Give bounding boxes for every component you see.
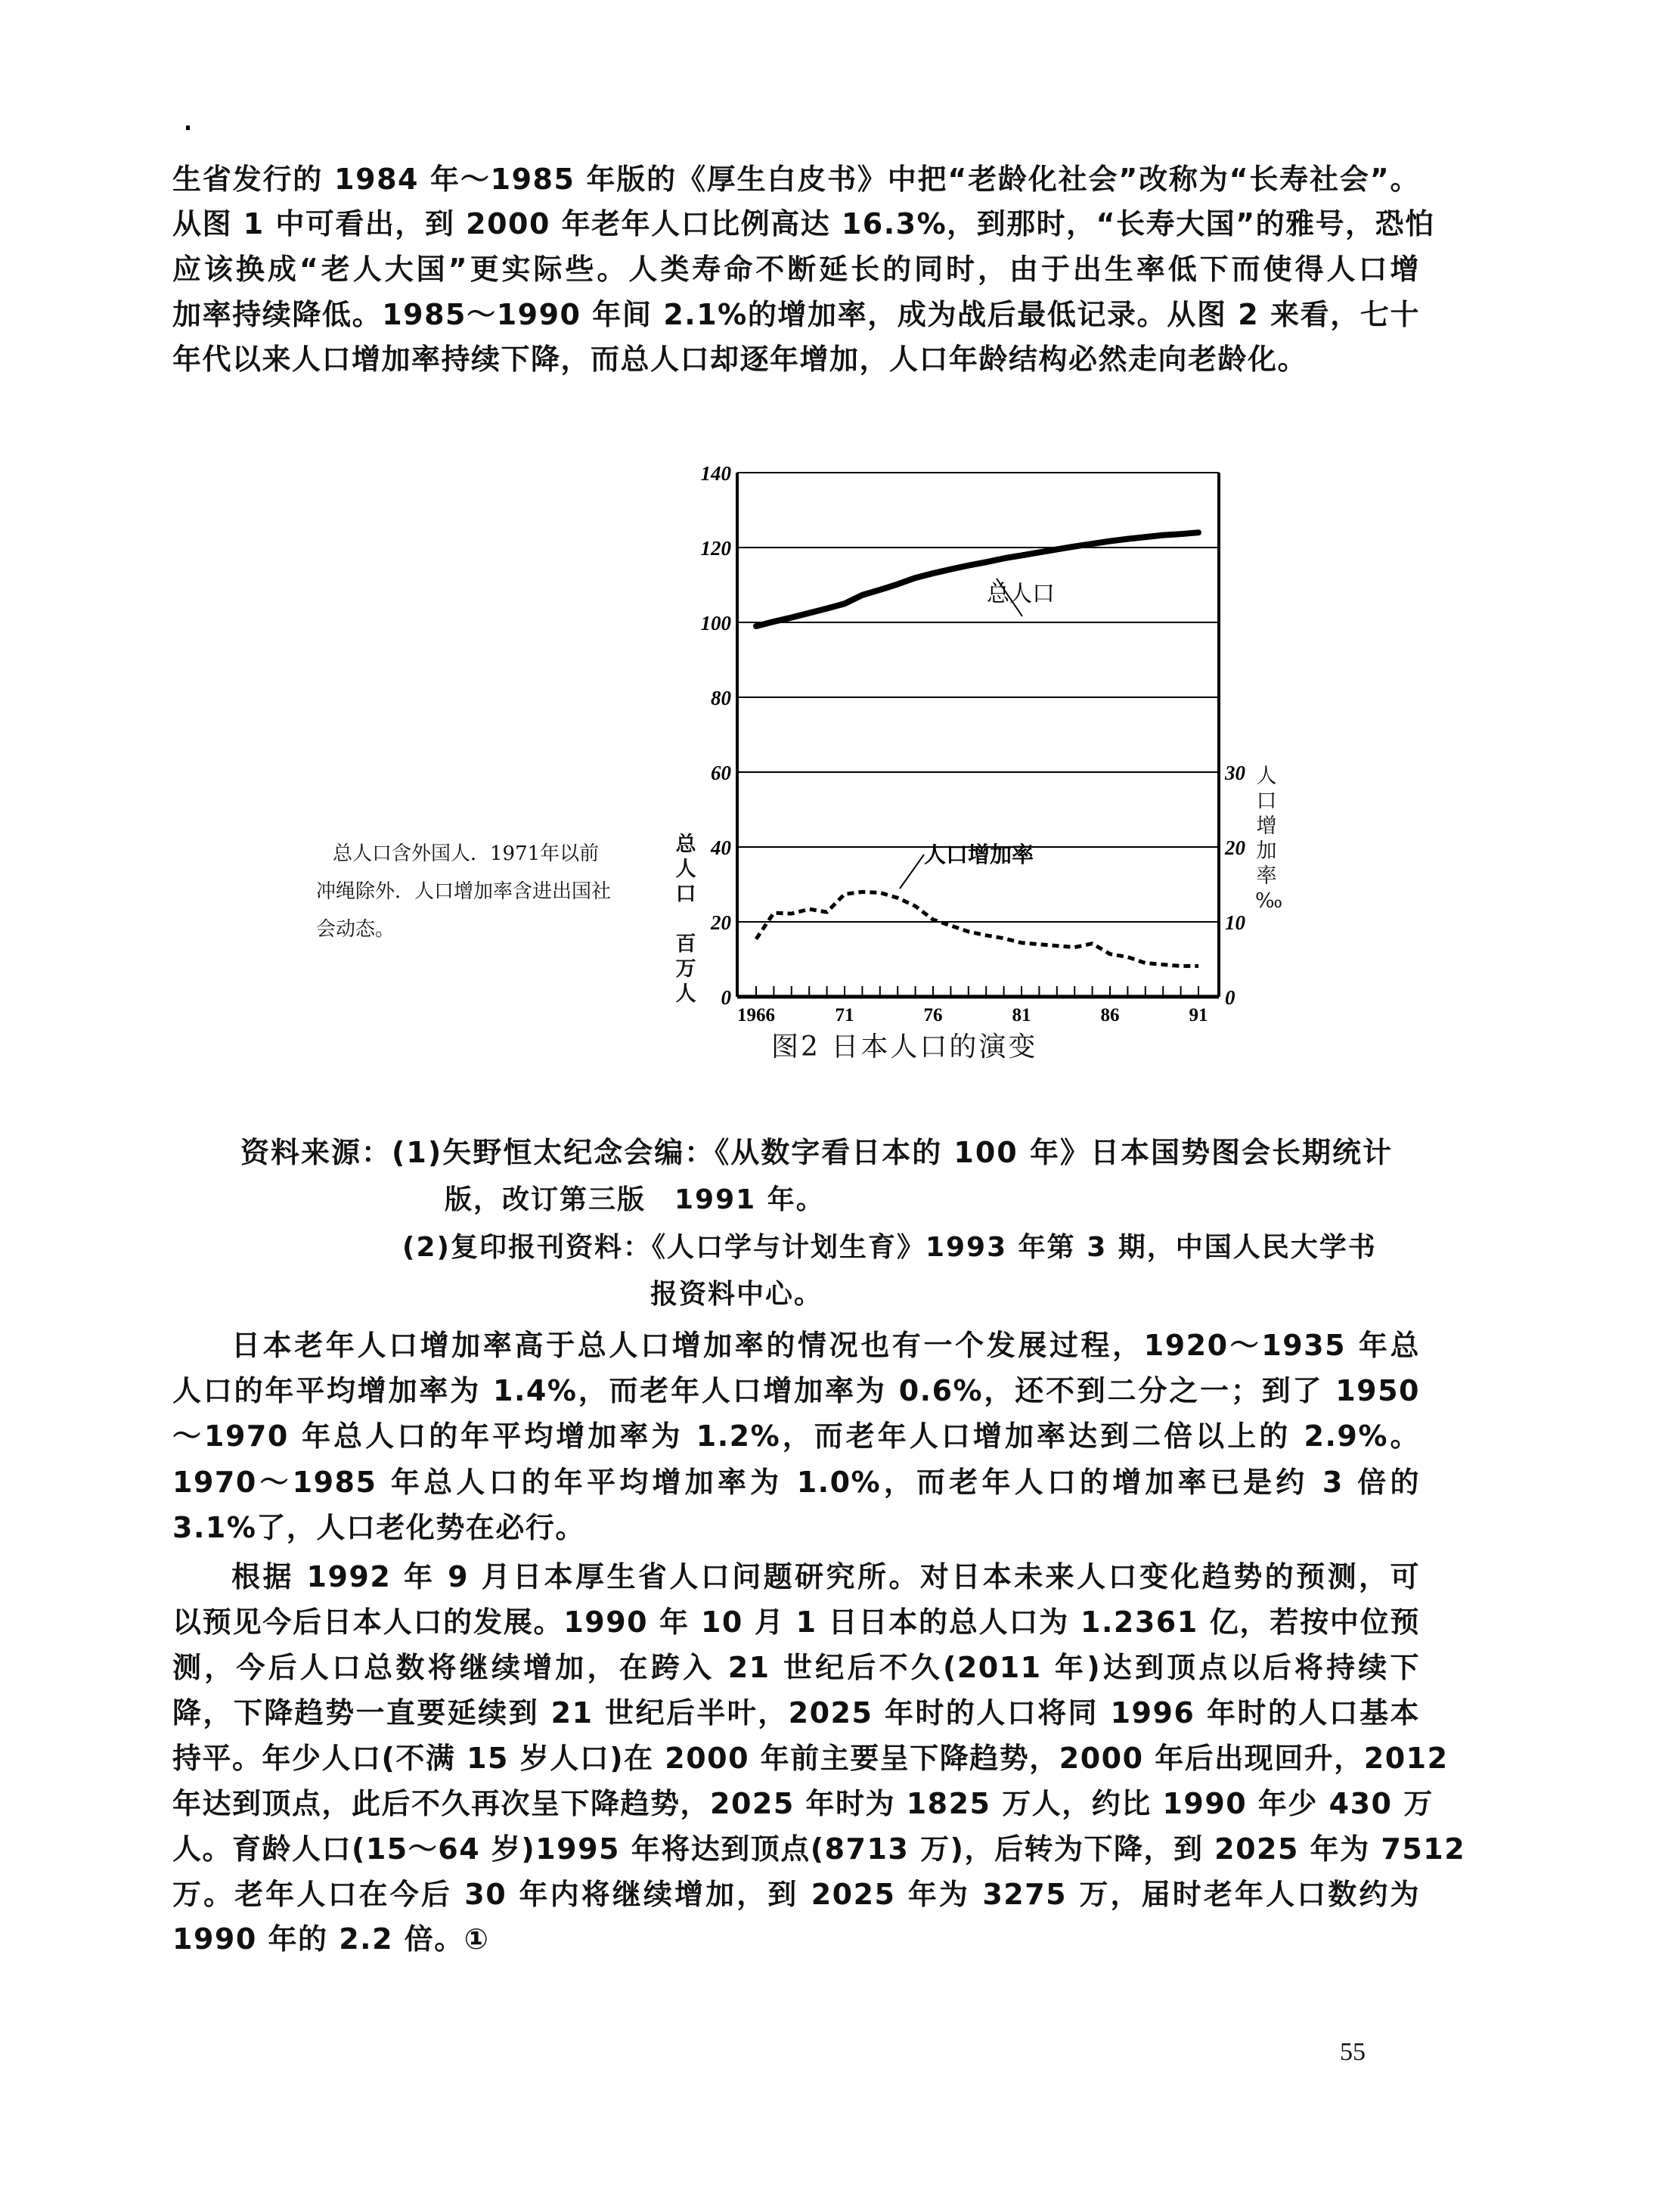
- text-line: 以预见今后日本人口的发展。1990 年 10 月 1 日日本的总人口为 1.2361 亿，若按中位预: [172, 1605, 1420, 1639]
- x-tick-label: 91: [1189, 1005, 1208, 1025]
- x-tick-label: 81: [1012, 1005, 1031, 1025]
- population-chart: [0, 0, 1668, 1059]
- text-line: 降，下降趋势一直要延续到 21 世纪后半叶，2025 年时的人口将同 1996 年时的人口基本: [172, 1696, 1420, 1730]
- population-line: [756, 532, 1198, 626]
- sources-label: [240, 1136, 1393, 1169]
- population-series-label: 总人口: [987, 581, 1055, 607]
- text-line: 1970～1985 年总人口的年平均增加率为 1.0%，而老年人口的增加率已是约 3 倍的: [172, 1466, 1420, 1499]
- text-line: 万。老年人口在今后 30 年内将继续增加，到 2025 年为 3275 万，届时老年人口数约为: [172, 1878, 1420, 1911]
- axes: [701, 462, 1246, 1025]
- text-line: 从图 1 中可看出，到 2000 年老年人口比例高达 16.3%，到那时，“长寿大国”的雅号，恐怕: [172, 207, 1435, 240]
- y-tick-label: 140: [700, 462, 731, 485]
- x-tick-label: 1966: [737, 1005, 775, 1025]
- source-1-line-1: (1)矢野恒太纪念会编：《从数字看日本的 100 年》日本国势图会长期统计: [392, 1136, 1393, 1169]
- text-line: 年达到顶点，此后不久再次呈下降趋势，2025 年时为 1825 万人，约比 1990 年少 430 万: [172, 1787, 1434, 1820]
- figure-note-line: 冲绳除外．人口增加率含进出国社: [316, 880, 612, 903]
- x-tick-label: 76: [923, 1005, 943, 1025]
- source-2-line-1: (2)复印报刊资料：《人口学与计划生育》1993 年第 3 期，中国人民大学书: [402, 1232, 1377, 1263]
- axis-label-char: 增: [1256, 814, 1277, 838]
- sources-label-text: 资料来源：: [240, 1136, 392, 1169]
- axis-label-char: 口: [1256, 790, 1277, 813]
- text-line: 持平。年少人口(不满 15 岁人口)在 2000 年前主要呈下降趋势，2000 年后出现回升，2012: [172, 1742, 1449, 1775]
- source-1-line-2: 版，改订第三版 1991 年。: [445, 1184, 825, 1215]
- axis-label-char: ‰: [1255, 889, 1283, 913]
- text-line: 年代以来人口增加率持续下降，而总人口却逐年增加，人口年龄结构必然走向老龄化。: [172, 343, 1308, 376]
- rate-series-label: 人口增加率: [924, 842, 1034, 867]
- text-line: 根据 1992 年 9 月日本厚生省人口问题研究所。对日本未来人口变化趋势的预测，可: [231, 1560, 1420, 1593]
- text-line: 1990 年的 2.2 倍。①: [172, 1922, 490, 1956]
- text-line: 应该换成“老人大国”更实际些。人类寿命不断延长的同时，由于出生率低下而使得人口增: [172, 253, 1420, 286]
- y-tick-label: 60: [711, 762, 731, 784]
- figure-caption: 图2 日本人口的演变: [771, 1032, 1038, 1063]
- axis-label-char: 加: [1256, 839, 1277, 863]
- axis-label-char: 万: [675, 957, 696, 981]
- y-tick-label: 100: [700, 612, 731, 634]
- y-tick-label: 120: [700, 537, 731, 560]
- x-tick-label: 86: [1100, 1005, 1120, 1025]
- y-tick-label: 20: [711, 911, 731, 934]
- figure-note-line: 总人口含外国人．1971年以前: [333, 842, 600, 865]
- text-line: ～1970 年总人口的年平均增加率为 1.2%，而老年人口增加率达到二倍以上的 2.9%。: [172, 1419, 1420, 1453]
- page-number: 55: [1340, 2038, 1366, 2066]
- text-line: 测，今后人口总数将继续增加，在跨入 21 世纪后不久(2011 年)达到顶点以后将持续下: [172, 1651, 1420, 1684]
- y2-tick-label: 0: [1225, 986, 1235, 1009]
- figure-note-line: 会动态。: [316, 918, 395, 941]
- labels: [900, 579, 1055, 889]
- text-line: 生省发行的 1984 年～1985 年版的《厚生白皮书》中把“老龄化社会”改称为“长寿社会”。: [172, 163, 1420, 196]
- text-line: 日本老年人口增加率高于总人口增加率的情况也有一个发展过程，1920～1935 年总: [231, 1329, 1420, 1362]
- y2-tick-label: 20: [1225, 836, 1245, 859]
- axis-label-char: 率: [1256, 864, 1277, 888]
- axis-label-char: 人: [1256, 765, 1277, 788]
- y2-tick-label: 10: [1225, 911, 1245, 934]
- axis-label-char: 总: [675, 833, 696, 856]
- axis-label-char: 人: [675, 982, 696, 1006]
- series: [756, 532, 1198, 966]
- source-2-line-2: 报资料中心。: [650, 1279, 823, 1310]
- text-line: 3.1%了，人口老化势在必行。: [172, 1511, 585, 1544]
- rate-leader-line: [900, 855, 924, 889]
- y2-tick-label: 30: [1225, 762, 1245, 784]
- axis-label-char: 人: [675, 858, 696, 881]
- axis-label-char: 百: [675, 932, 696, 956]
- axis-label-char: 口: [675, 883, 696, 906]
- y-tick-label: 0: [721, 986, 731, 1009]
- text-line: 人。育龄人口(15～64 岁)1995 年将达到顶点(8713 万)，后转为下降，到 2025 年为 7512: [172, 1832, 1466, 1866]
- rate-line: [756, 892, 1198, 966]
- text-line: 人口的年平均增加率为 1.4%，而老年人口增加率为 0.6%，还不到二分之一；到了 1950: [172, 1374, 1420, 1407]
- text-line: 加率持续降低。1985～1990 年间 2.1%的增加率，成为战后最低记录。从图 2 来看，七十: [172, 298, 1420, 331]
- y-tick-label: 40: [711, 836, 731, 859]
- y-tick-label: 80: [711, 687, 731, 709]
- x-tick-label: 71: [835, 1005, 854, 1025]
